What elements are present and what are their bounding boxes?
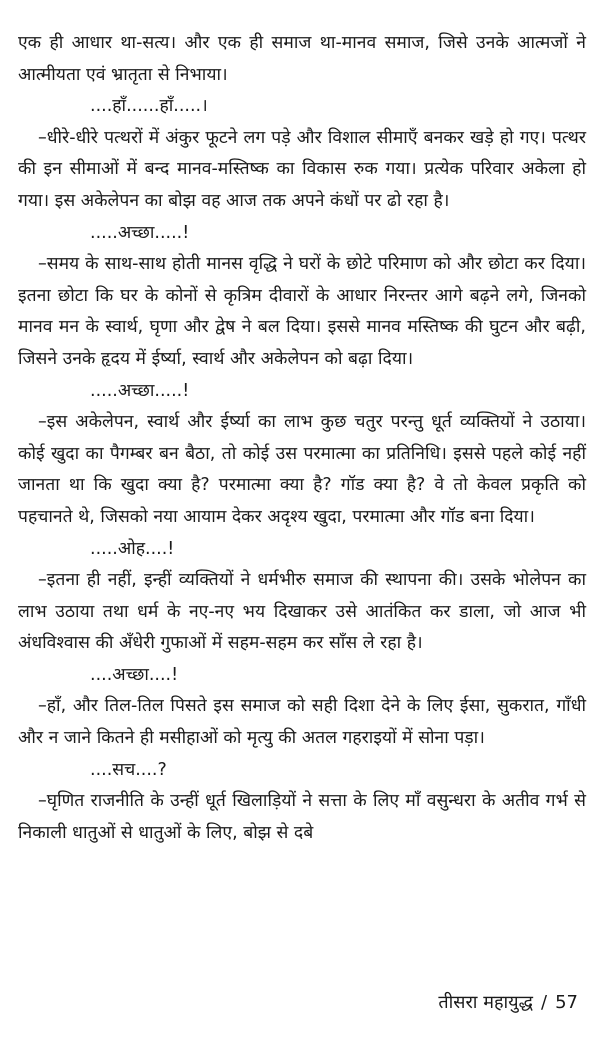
interjection-line: .....अच्छा.....!	[90, 380, 190, 401]
running-book-title: तीसरा महायुद्ध	[438, 992, 534, 1013]
text-body	[18, 28, 586, 849]
interjection-line: ....अच्छा....!	[90, 664, 179, 685]
interjection-line: ....सच....?	[90, 759, 167, 780]
page-footer	[438, 988, 578, 1018]
paragraph: –हाँ, और तिल-तिल पिसते इस समाज को सही दिशा देने के लिए ईसा, सुकरात, गाँधी और न जाने कितने ही मसीहाओं को मृत्यु की अतल गहराइयों में सोना पड़ा।	[18, 696, 586, 749]
paragraph-continued: एक ही आधार था-सत्य। और एक ही समाज था-मानव समाज, जिसे उनके आत्मजों ने आत्मीयता एवं भ्रातृता से निभाया।	[18, 33, 586, 85]
interjection-line: .....ओह....!	[90, 538, 175, 559]
page-number: 57	[555, 992, 578, 1013]
footer-separator: /	[541, 992, 548, 1013]
interjection-line: ....हाँ......हाँ.....।	[90, 96, 208, 117]
paragraph: –इस अकेलेपन, स्वार्थ और ईर्ष्या का लाभ कुछ चतुर परन्तु धूर्त व्यक्तियों ने उठाया। कोई खुदा का पैगम्बर बन बैठा, तो कोई उस परमात्मा का प्रतिनिधि। इससे पहले कोई नहीं जानता था कि खुदा क्या है? परमात्मा क्या है? गॉड क्या है? वे तो केवल प्रकृति को पहचानते थे, जिसको नया आयाम देकर अदृश्य खुदा, परमात्मा और गॉड बना दिया।	[18, 412, 586, 527]
paragraph: –इतना ही नहीं, इन्हीं व्यक्तियों ने धर्मभीरु समाज की स्थापना की। उसके भोलेपन का लाभ उठाया तथा धर्म के नए-नए भय दिखाकर उसे आतंकित कर डाला, जो आज भी अंधविश्वास की अँधेरी गुफाओं में सहम-सहम कर साँस ले रहा है।	[18, 570, 586, 654]
paragraph: –धीरे-धीरे पत्थरों में अंकुर फूटने लग पड़े और विशाल सीमाएँ बनकर खड़े हो गए। पत्थर की इन सीमाओं में बन्द मानव-मस्तिष्क का विकास रुक गया। प्रत्येक परिवार अकेला हो गया। इस अकेलेपन का बोझ वह आज तक अपने कंधों पर ढो रहा है।	[18, 127, 586, 211]
interjection-line: .....अच्छा.....!	[90, 222, 190, 243]
paragraph: –घृणित राजनीति के उन्हीं धूर्त खिलाड़ियों ने सत्ता के लिए माँ वसुन्धरा के अतीव गर्भ से निकाली धातुओं से धातुओं के लिए, बोझ से दबे	[18, 791, 586, 843]
paragraph: –समय के साथ-साथ होती मानस वृद्धि ने घरों के छोटे परिमाण को और छोटा कर दिया। इतना छोटा कि घर के कोनों से कृत्रिम दीवारों के आधार निरन्तर आगे बढ़ने लगे, जिनको मानव मन के स्वार्थ, घृणा और द्वेष ने बल दिया। इससे मानव मस्तिष्क की घुटन और बढ़ी, जिसने उनके हृदय में ईर्ष्या, स्वार्थ और अकेलेपन को बढ़ा दिया।	[18, 254, 586, 369]
